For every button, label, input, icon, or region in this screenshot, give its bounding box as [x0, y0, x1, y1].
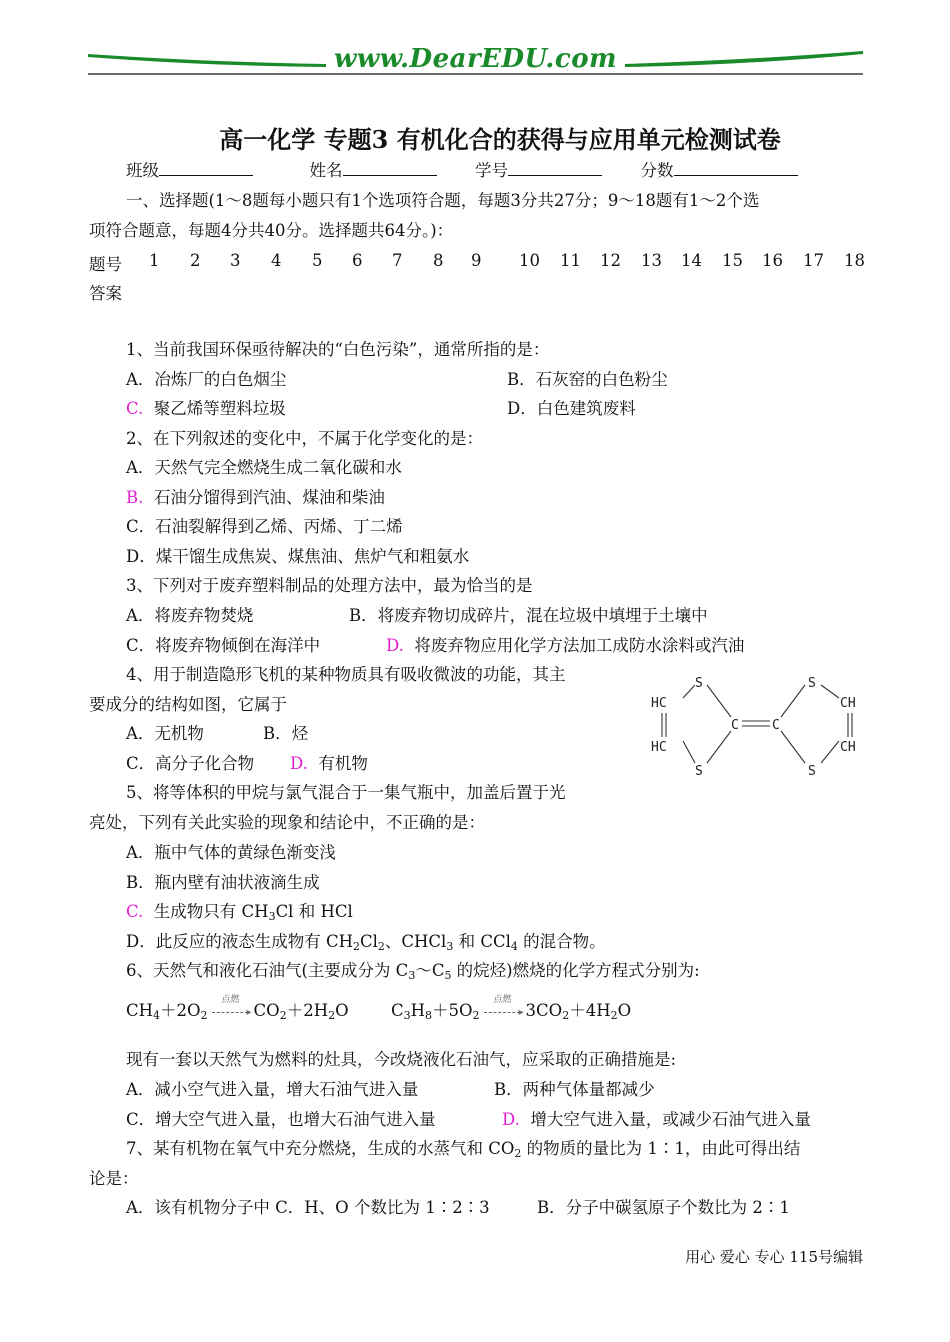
q5-option-a: A．瓶中气体的黄绿色渐变浅: [126, 843, 336, 862]
q6-stem: 6、天然气和液化石油气(主要成分为 $C_3\sim C_5$ 的烷烃)燃烧的化学方程式分别为:: [126, 961, 700, 982]
q6-option-a: A．减小空气进入量，增大石油气进入量: [126, 1080, 419, 1099]
q3-d-letter: D.: [386, 636, 404, 655]
question-number-cell: 12: [600, 251, 621, 270]
q4-option-b: B．烃: [263, 724, 309, 743]
q2-stem: 2、在下列叙述的变化中，不属于化学变化的是：: [126, 429, 483, 448]
q2-b-text: 石油分馏得到汽油、煤油和柴油: [153, 488, 385, 507]
q5-option-b: B．瓶内壁有油状液滴生成: [126, 873, 320, 892]
q1-option-a: A．冶炼厂的白色烟尘: [126, 370, 287, 389]
class-blank: [159, 159, 253, 176]
structure-hc-bottom: HC: [651, 740, 667, 755]
question-number-cell: 11: [560, 251, 581, 270]
answer-label: 答案: [89, 284, 122, 303]
question-number-cell: 2: [190, 251, 201, 270]
structure-ch-top: CH: [840, 696, 856, 711]
q1-option-b: B．石灰窑的白色粉尘: [507, 370, 668, 389]
structure-c-right: C: [772, 718, 780, 733]
q3-d-text: 将废弃物应用化学方法加工成防水涂料或汽油: [414, 636, 745, 655]
q1-option-d: D．白色建筑废料: [507, 399, 636, 418]
q3-option-a: A．将废弃物焚烧: [126, 606, 254, 625]
question-number-cell: 3: [230, 251, 241, 270]
site-logo-text: www.DearEDU.com: [333, 44, 618, 74]
q1-stem: 1、当前我国环保亟待解决的“白色污染”，通常所指的是：: [126, 340, 550, 359]
structure-ch-bottom: CH: [840, 740, 856, 755]
q5-option-d: D．此反应的液态生成物有 $CH_2Cl_2$、CHCl$_3$ 和 CCl$_4$ 的混合物。: [126, 932, 606, 953]
q7-option-b: B．分子中碳氢原子个数比为 2∶1: [537, 1198, 790, 1217]
q5-stem-2: 亮处，下列有关此实验的现象和结论中，不正确的是：: [89, 813, 485, 832]
q5-option-c: C. 生成物只有 $CH_3Cl$ 和 HCl: [126, 902, 353, 923]
q4-option-d: [290, 750, 368, 774]
score-blank: [674, 159, 798, 176]
q1-c-text: 聚乙烯等塑料垃圾: [153, 399, 286, 418]
molecule-structure-figure: [645, 665, 865, 783]
question-number-cell: 7: [392, 251, 403, 270]
q4-d-text: 有机物: [318, 754, 368, 773]
question-number-cell: 6: [352, 251, 363, 270]
q7-option-a: A．该有机物分子中 C．H、O 个数比为 1∶2∶3: [126, 1198, 490, 1217]
question-number-cell: 15: [722, 251, 743, 270]
q7-stem-2: 论是：: [89, 1169, 139, 1188]
q7-stem: 7、某有机物在氧气中充分燃烧，生成的水蒸气和 $CO_2$ 的物质的量比为 1∶1，由此可得出结: [126, 1139, 801, 1160]
question-number-cell: 18: [844, 251, 865, 270]
id-label: 学号: [475, 161, 508, 180]
q2-option-d: D．煤干馏生成焦炭、煤焦油、焦炉气和粗氨水: [126, 547, 470, 566]
structure-s-top-left: S: [695, 676, 703, 691]
question-number-cell: 14: [681, 251, 702, 270]
question-number-cell: 17: [803, 251, 824, 270]
q4-d-letter: D.: [290, 754, 308, 773]
q6-d-text: 增大空气进入量，或减少石油气进入量: [530, 1110, 811, 1129]
q3-option-b: B．将废弃物切成碎片，混在垃圾中填埋于土壤中: [349, 606, 708, 625]
name-blank: [343, 159, 437, 176]
q6-d-letter: D.: [502, 1110, 520, 1129]
reaction-arrow-2: 点燃 ▸: [482, 1005, 524, 1019]
q3-stem: 3、下列对于废弃塑料制品的处理方法中，最为恰当的是: [126, 576, 533, 595]
page-title: 高一化学 专题3 有机化合的获得与应用单元检测试卷: [219, 125, 781, 154]
q6-equation-1: $CH_4+2O_2$ 点燃 ▸ $CO_2+2H_2O$: [126, 994, 349, 1022]
header-banner: [88, 40, 863, 80]
question-number-cell: 13: [641, 251, 662, 270]
structure-c-left: C: [731, 718, 739, 733]
question-number-cell: 5: [312, 251, 323, 270]
answer-table-header: [89, 251, 122, 275]
structure-hc-top: HC: [651, 696, 667, 711]
structure-s-bottom-left: S: [695, 764, 703, 779]
structure-s-top-right: S: [808, 676, 816, 691]
q2-option-a: A．天然气完全燃烧生成二氧化碳和水: [126, 458, 402, 477]
q6-option-d: [502, 1106, 811, 1130]
q1-option-c: [126, 395, 286, 419]
question-number-cell: 1: [149, 251, 160, 270]
q4-option-c: C．高分子化合物: [126, 754, 255, 773]
q6-option-b: B．两种气体量都减少: [494, 1080, 655, 1099]
q3-option-d: [386, 632, 744, 656]
q6-equation-2: $C_3H_8+5O_2$ 点燃 ▸ $3CO_2+4H_2O$: [391, 994, 632, 1022]
q2-b-letter: B.: [126, 488, 144, 507]
question-number-label: 题号: [89, 255, 122, 274]
q6-stem-2: 现有一套以天然气为燃料的灶具，今改烧液化石油气，应采取的正确措施是:: [126, 1050, 677, 1069]
q4-stem-2: 要成分的结构如图，它属于: [89, 695, 287, 714]
question-number-cell: 9: [471, 251, 482, 270]
name-label: 姓名: [309, 161, 343, 180]
q4-stem-1: 4、用于制造隐形飞机的某种物质具有吸收微波的功能，其主: [126, 665, 566, 684]
q6-option-c: C．增大空气进入量，也增大石油气进入量: [126, 1110, 436, 1129]
class-label: 班级: [126, 161, 159, 180]
question-number-cell: 10: [519, 251, 540, 270]
q4-option-a: A．无机物: [126, 724, 204, 743]
question-number-cell: 8: [433, 251, 444, 270]
q2-option-c: C．石油裂解得到乙烯、丙烯、丁二烯: [126, 517, 403, 536]
score-label: 分数: [640, 161, 674, 180]
question-number-cell: 4: [271, 251, 282, 270]
structure-s-bottom-right: S: [808, 764, 816, 779]
reaction-arrow-1: 点燃 ▸: [210, 1005, 252, 1019]
id-blank: [508, 159, 602, 176]
q3-option-c: C．将废弃物倾倒在海洋中: [126, 636, 321, 655]
info-line: [126, 157, 798, 181]
q5-stem-1: 5、将等体积的甲烷与氯气混合于一集气瓶中，加盖后置于光: [126, 783, 566, 802]
page-footer: 用心 爱心 专心 115号编辑: [685, 1248, 863, 1266]
section-instructions-2: 项符合题意，每题4分共40分。选择题共64分。)：: [89, 221, 454, 240]
q1-c-letter: C.: [126, 399, 144, 418]
question-number-cell: 16: [762, 251, 783, 270]
q2-option-b: [126, 484, 385, 508]
q5-c-letter: C.: [126, 902, 144, 921]
section-instructions-1: 一、选择题(1～8题每小题只有1个选项符合题，每题3分共27分；9～18题有1～2个选: [126, 191, 760, 210]
